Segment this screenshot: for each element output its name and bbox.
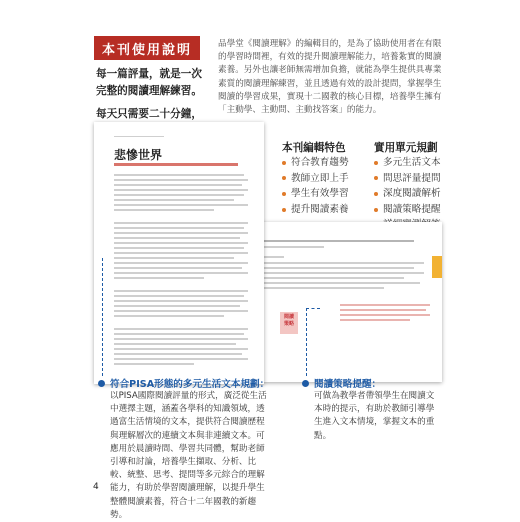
bullet-icon	[374, 176, 378, 180]
unit-item: 深度閱讀解析	[374, 186, 441, 202]
features-heading: 本刊編輯特色	[282, 142, 346, 154]
unit-item: 問思評量提問	[374, 171, 441, 187]
feature-item: 符合教育趨勢	[282, 155, 349, 171]
sample-article-title: 悲慘世界	[114, 148, 163, 162]
sample-page-article	[94, 122, 264, 384]
sample-page-questions	[252, 222, 442, 382]
annotation-strategy-text: 可做為教學者帶領學生在閱讀文本時的提示，有助於教師引導學生進入文本情境，掌握文本的重點。	[314, 391, 435, 441]
bullet-icon	[282, 208, 286, 212]
strategy-connector-line	[306, 308, 307, 376]
bullet-icon	[282, 192, 286, 196]
section-tab	[432, 256, 442, 278]
lead-line-2: 完整的閱讀理解練習。	[96, 85, 202, 97]
strategy-connector-tick	[306, 308, 320, 309]
feature-item: 教師立即上手	[282, 171, 349, 187]
bullet-icon	[374, 208, 378, 212]
annotation-pisa-title: 符合PISA形態的多元生活文本規劃：	[98, 376, 269, 390]
pisa-connector-line	[102, 258, 103, 376]
page-number: 4	[93, 482, 99, 492]
page-title: 本刊使用說明	[94, 36, 200, 60]
annotation-marker-icon	[302, 380, 309, 387]
lead-line-3: 每天只需要二十分鐘，	[96, 108, 202, 120]
lead-line-1: 每一篇評量，就是一次	[96, 68, 202, 80]
strategy-label-box: 閱讀 策略	[280, 312, 298, 334]
unit-item: 多元生活文本	[374, 155, 441, 171]
bullet-icon	[282, 176, 286, 180]
feature-item: 提升閱讀素養	[282, 202, 349, 218]
annotation-marker-icon	[98, 380, 105, 387]
annotation-strategy-title: 閱讀策略提醒：	[302, 376, 381, 390]
features-list	[282, 155, 349, 217]
intro-paragraph: 品學堂《閱讀理解》的編輯目的，是為了協助使用者在有限的學習時間裡，有效的提升閱讀理解能力，培養紮實的閱讀素養。另外也讓老師無需增加負擔，就能為學生提供具專業素質的閱讀理解練習，並且透過有效的設計提問，掌握學生閱讀的學習成果，實現十二國教的核心目標，培養學生擁有「主動學、主動問、主動找答案」的能力。	[218, 39, 442, 116]
bullet-icon	[282, 161, 286, 165]
feature-item: 學生有效學習	[282, 186, 349, 202]
units-heading: 實用單元規劃	[374, 142, 438, 154]
sample-subtitle-line	[114, 163, 238, 166]
unit-item: 閱讀策略提醒	[374, 202, 441, 218]
bullet-icon	[374, 192, 378, 196]
bullet-icon	[374, 161, 378, 165]
annotation-pisa-text: 以PISA國際閱讀評量的形式，廣泛從生活中選擇主題，涵蓋各學科的知識領域，透過富生活情境的文本，提供符合閱讀歷程與理解層次的連續文本與非連續文本。可應用於晨讀時間、學習共同體，幫助老師引導和討論，培養學生擷取、分析、比較、統整、思考、提問等多元綜合的理解能力，有助於學習閱讀理解，以提升學生整體閱讀素養，符合十二年國教的新趨勢。	[110, 391, 267, 520]
